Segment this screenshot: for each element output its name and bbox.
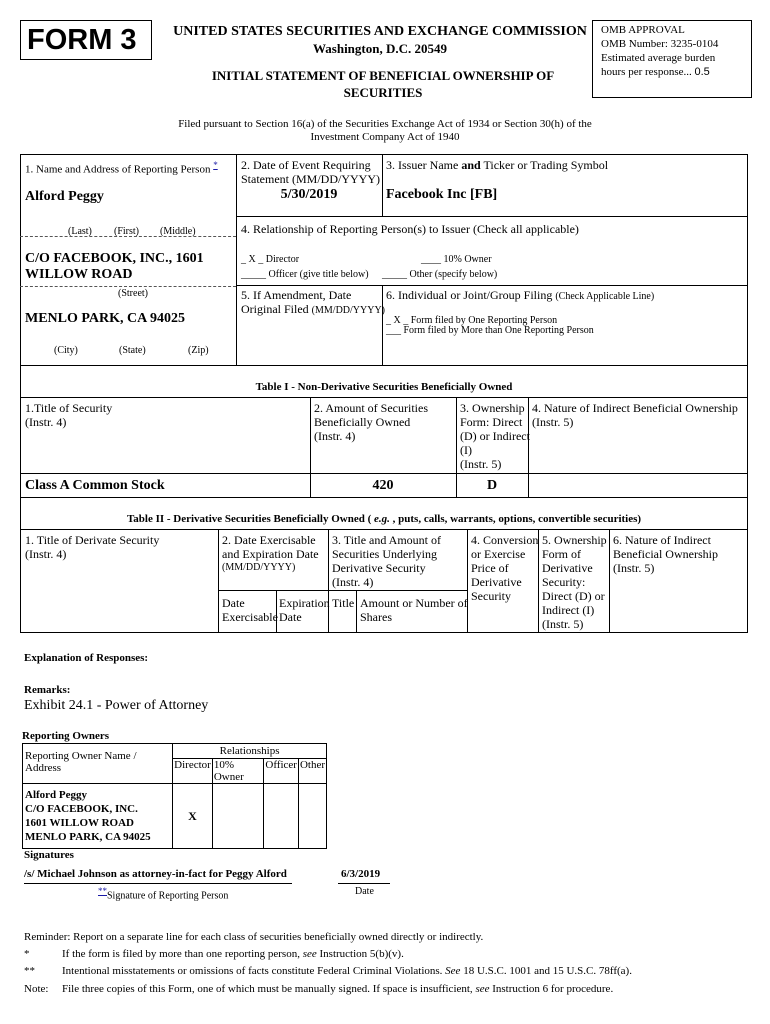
table2-amount-subheader xyxy=(360,596,468,624)
agency-name: UNITED STATES SECURITIES AND EXCHANGE COMMISSION xyxy=(173,24,587,39)
table1-col2-header xyxy=(314,401,428,443)
footnote-note-suffix: Instruction 6 for procedure. xyxy=(489,983,614,995)
other-header: Other xyxy=(298,759,326,784)
table2-col4-header xyxy=(471,533,538,603)
officer-header: Officer xyxy=(264,759,299,784)
table2-col-divider xyxy=(218,529,219,633)
multiple-reporting-persons-checkbox[interactable]: ___ Form filed by More than One Reporting Person xyxy=(386,325,594,336)
table1-col3-label-3: (D) or Indirect xyxy=(460,429,530,443)
director-header: Director xyxy=(173,759,213,784)
issuer-name: Facebook Inc [FB] xyxy=(386,187,498,202)
name-first-label: (First) xyxy=(114,226,139,237)
table2-col4-label-4: Derivative xyxy=(471,575,522,589)
remarks-label: Remarks: xyxy=(24,684,71,696)
box5-label xyxy=(241,288,385,318)
name-last-label: (Last) xyxy=(68,226,92,237)
table1-header-top xyxy=(20,397,748,398)
table1-col4-instr: (Instr. 5) xyxy=(532,415,574,429)
table2-col4-label-1: 4. Conversion xyxy=(471,533,539,547)
owner-ten-pct-cell xyxy=(212,784,264,849)
street-address-1: C/O FACEBOOK, INC., 1601 xyxy=(25,251,204,266)
signature-date-line xyxy=(338,883,390,884)
box5-date-format: (MM/DD/YYYY) xyxy=(311,305,386,316)
table1-col3-header xyxy=(460,401,530,471)
table2-col3-label-2: Securities Underlying xyxy=(332,547,437,561)
name-middle-label: (Middle) xyxy=(160,226,196,237)
omb-burden-label: Estimated average burden xyxy=(601,52,716,64)
relationships-header: Relationships xyxy=(173,744,327,759)
footnote-star-text xyxy=(62,948,404,960)
explanation-label: Explanation of Responses: xyxy=(24,652,149,664)
box2-label-2: Statement (MM/DD/YYYY) xyxy=(241,172,380,186)
table1-col1-instr: (Instr. 4) xyxy=(25,415,67,429)
grid-divider xyxy=(236,154,237,366)
table1-title: Table I - Non-Derivative Securities Beneficially Owned xyxy=(255,381,513,393)
table2-col5-label-5: Direct (D) or xyxy=(542,589,605,603)
signature-label-text: Signature of Reporting Person xyxy=(107,890,229,902)
table1-col3-label-4: (I) xyxy=(460,443,472,457)
owner-director-cell: X xyxy=(173,784,213,849)
footnote-dstar-see: See xyxy=(445,965,461,977)
state-label: (State) xyxy=(119,345,146,356)
footnote-star-suffix: Instruction 5(b)(v). xyxy=(316,948,404,960)
box1-label xyxy=(25,160,218,176)
table2-title-prefix: Table II - Derivative Securities Beneficially Owned ( xyxy=(126,513,375,525)
table2-date-exercisable-1: Date xyxy=(222,596,245,610)
table1-col1-label: 1.Title of Security xyxy=(25,401,113,415)
statement-title-2: SECURITIES xyxy=(343,85,423,100)
table2-col5-label-4: Security: xyxy=(542,575,586,589)
signature-label xyxy=(98,886,228,901)
table2-col6-header xyxy=(613,533,718,575)
table2-col2-label-2: and Expiration Date xyxy=(222,547,319,561)
footnote-star-mark: * xyxy=(24,948,30,960)
table2-col6-instr: (Instr. 5) xyxy=(613,561,655,575)
omb-burden-hours xyxy=(601,65,743,79)
reporting-owners-title: Reporting Owners xyxy=(22,730,110,742)
grid-divider xyxy=(236,285,748,286)
box4-label: 4. Relationship of Reporting Person(s) to Issuer (Check all applicable) xyxy=(241,222,579,236)
city-state-zip: MENLO PARK, CA 94025 xyxy=(25,311,185,326)
owner-line-4: MENLO PARK, CA 94025 xyxy=(25,831,151,843)
table2-col2-format: (MM/DD/YYYY) xyxy=(222,562,296,573)
table2-col5-label-6: Indirect (I) xyxy=(542,603,595,617)
box5-label-1: 5. If Amendment, Date xyxy=(241,288,352,302)
signature-line xyxy=(24,883,292,884)
table2-col5-label-2: Form of xyxy=(542,547,581,561)
table2-subheader-divider xyxy=(218,590,467,591)
table1-col2-label-1: 2. Amount of Securities xyxy=(314,401,428,415)
omb-hours-label: hours per response... xyxy=(601,66,692,78)
table2-col3-label-1: 3. Title and Amount of xyxy=(332,533,442,547)
table2-expiration-2: Date xyxy=(279,610,302,624)
table2-col1-instr: (Instr. 4) xyxy=(25,547,67,561)
table2-col1-header xyxy=(25,533,159,561)
owner-officer-cell xyxy=(264,784,299,849)
table2-col3-header xyxy=(332,533,441,589)
omb-number: OMB Number: 3235-0104 xyxy=(601,38,719,50)
ten-percent-owner-checkbox[interactable]: ____ 10% Owner xyxy=(421,254,492,265)
table2-amount-label-2: Shares xyxy=(360,610,392,624)
footnote-double-star-mark: ** xyxy=(24,965,35,977)
footnote-note-mark: Note: xyxy=(24,983,49,995)
box6-label-text: 6. Individual or Joint/Group Filing xyxy=(386,288,553,302)
table2-col6-label-1: 6. Nature of Indirect xyxy=(613,533,711,547)
table2-title-suffix: , puts, calls, warrants, options, convertible securities) xyxy=(389,513,642,525)
one-reporting-person-checkbox[interactable]: _ X _ Form filed by One Reporting Person xyxy=(386,315,558,326)
table2-col4-label-5: Security xyxy=(471,589,511,603)
footnote-note-text xyxy=(62,983,613,995)
table2-title-eg: e.g. xyxy=(374,513,390,525)
table2-col1-label: 1. Title of Derivate Security xyxy=(25,533,160,547)
reminder-text: Reminder: Report on a separate line for each class of securities beneficially owned directly or indirectly. xyxy=(24,931,484,943)
agency-location: Washington, D.C. 20549 xyxy=(313,41,447,56)
table2-col4-label-3: Price of xyxy=(471,561,509,575)
table2-col3-instr: (Instr. 4) xyxy=(332,575,374,589)
signature-footnote-link[interactable]: ** xyxy=(98,886,107,896)
table2-col2-label-1: 2. Date Exercisable xyxy=(222,533,316,547)
street-label: (Street) xyxy=(118,288,148,299)
officer-checkbox[interactable]: _____ Officer (give title below) xyxy=(241,269,369,280)
table2-col5-header xyxy=(542,533,607,631)
table1-row-ownership-form: D xyxy=(486,478,498,493)
table1-col1-header xyxy=(25,401,112,429)
footnote-star-prefix: If the form is filed by more than one reporting person, xyxy=(62,948,303,960)
filed-pursuant-2: Investment Company Act of 1940 xyxy=(310,131,460,143)
table2-col5-instr: (Instr. 5) xyxy=(542,617,584,631)
footnote-dstar-suffix: 18 U.S.C. 1001 and 15 U.S.C. 78ff(a). xyxy=(460,965,632,977)
city-label: (City) xyxy=(54,345,78,356)
form-title: FORM 3 xyxy=(20,20,152,60)
street-address-2: WILLOW ROAD xyxy=(25,267,133,282)
table2-col6-label-2: Beneficial Ownership xyxy=(613,547,718,561)
table1-col3-label-2: Form: Direct xyxy=(460,415,523,429)
footnote-dstar-prefix: Intentional misstatements or omissions of facts constitute Federal Criminal Violations. xyxy=(62,965,446,977)
grid-dashed-divider xyxy=(20,286,236,287)
grid-divider xyxy=(236,216,748,217)
footnote-double-star-text xyxy=(62,965,632,977)
owner-name-header: Reporting Owner Name / Address xyxy=(23,744,173,784)
table1-col2-instr: (Instr. 4) xyxy=(314,429,356,443)
box3-label-prefix: 3. Issuer Name xyxy=(386,158,462,172)
statement-title-1: INITIAL STATEMENT OF BENEFICIAL OWNERSHIP OF xyxy=(211,68,555,83)
filed-pursuant-1: Filed pursuant to Section 16(a) of the Securities Exchange Act of 1934 or Section 30(h) of the xyxy=(178,118,592,130)
table2-title xyxy=(20,513,748,525)
table1-row-amount: 420 xyxy=(372,478,394,493)
box2-label-1: 2. Date of Event Requiring xyxy=(241,158,371,172)
director-checkbox[interactable]: _ X _ Director xyxy=(241,254,300,265)
box5-label-2: Original Filed xyxy=(241,302,309,316)
table2-title-subheader: Title xyxy=(332,596,355,610)
table2-col5-label-1: 5. Ownership xyxy=(542,533,607,547)
footnote-star-see: see xyxy=(302,948,317,960)
table1-header-bottom xyxy=(20,473,748,474)
owner-other-cell xyxy=(298,784,326,849)
reporting-owner-address xyxy=(23,784,173,849)
table1-row-title: Class A Common Stock xyxy=(25,478,165,493)
table1-col2-label-2: Beneficially Owned xyxy=(314,415,411,429)
table2-subcol-divider xyxy=(356,590,357,633)
table2-expiration-date-header xyxy=(279,596,330,624)
table2-expiration-1: Expiration xyxy=(279,596,330,610)
reporting-owner-row xyxy=(23,784,327,849)
box3-label-suffix: Ticker or Trading Symbol xyxy=(480,158,609,172)
signature-date: 6/3/2019 xyxy=(341,868,381,880)
owner-line-3: 1601 WILLOW ROAD xyxy=(25,817,135,829)
table2-amount-label-1: Amount or Number of xyxy=(360,596,468,610)
table2-col-divider xyxy=(609,529,610,633)
remarks-text: Exhibit 24.1 - Power of Attorney xyxy=(24,698,209,713)
table1-col3-instr: (Instr. 5) xyxy=(460,457,502,471)
table1-col4-header xyxy=(532,401,738,429)
reporting-owners-table xyxy=(22,743,327,849)
omb-hours-value: 0.5 xyxy=(694,66,710,78)
owner-line-2: C/O FACEBOOK, INC. xyxy=(25,803,138,815)
other-checkbox[interactable]: _____ Other (specify below) xyxy=(382,269,498,280)
footnote-note-prefix: File three copies of this Form, one of which must be manually signed. If space is insufficient, xyxy=(62,983,476,995)
table1-col3-label-1: 3. Ownership xyxy=(460,401,525,415)
signatures-title: Signatures xyxy=(24,849,74,861)
ten-pct-owner-header: 10% Owner xyxy=(212,759,264,784)
omb-approval-box xyxy=(592,20,752,98)
reporting-person-name: Alford Peggy xyxy=(25,189,104,204)
table1-col4-label: 4. Nature of Indirect Beneficial Ownership xyxy=(532,401,738,415)
footnote-note-see: see xyxy=(475,983,490,995)
box2-label xyxy=(241,158,380,186)
date-label: Date xyxy=(355,886,374,897)
table2-header-top xyxy=(20,529,748,530)
table2-col3-label-3: Derivative Security xyxy=(332,561,426,575)
table2-col5-label-3: Derivative xyxy=(542,561,593,575)
box3-label xyxy=(386,158,608,173)
event-date: 5/30/2019 xyxy=(280,187,338,202)
box6-label xyxy=(386,288,654,303)
owner-line-1: Alford Peggy xyxy=(25,789,88,801)
box1-footnote-link[interactable]: * xyxy=(213,160,218,170)
table2-date-exercisable-header xyxy=(222,596,278,624)
box3-label-and: and xyxy=(461,158,481,172)
table2-col4-label-2: or Exercise xyxy=(471,547,526,561)
omb-approval-label: OMB APPROVAL xyxy=(601,24,685,36)
box6-label-small: (Check Applicable Line) xyxy=(555,291,655,302)
table2-date-exercisable-2: Exercisable xyxy=(222,610,278,624)
zip-label: (Zip) xyxy=(188,345,209,356)
table2-col2-header xyxy=(222,533,319,575)
signature-text: /s/ Michael Johnson as attorney-in-fact for Peggy Alford xyxy=(24,868,287,880)
grid-divider xyxy=(382,154,383,216)
box1-label-text: 1. Name and Address of Reporting Person xyxy=(25,163,211,176)
